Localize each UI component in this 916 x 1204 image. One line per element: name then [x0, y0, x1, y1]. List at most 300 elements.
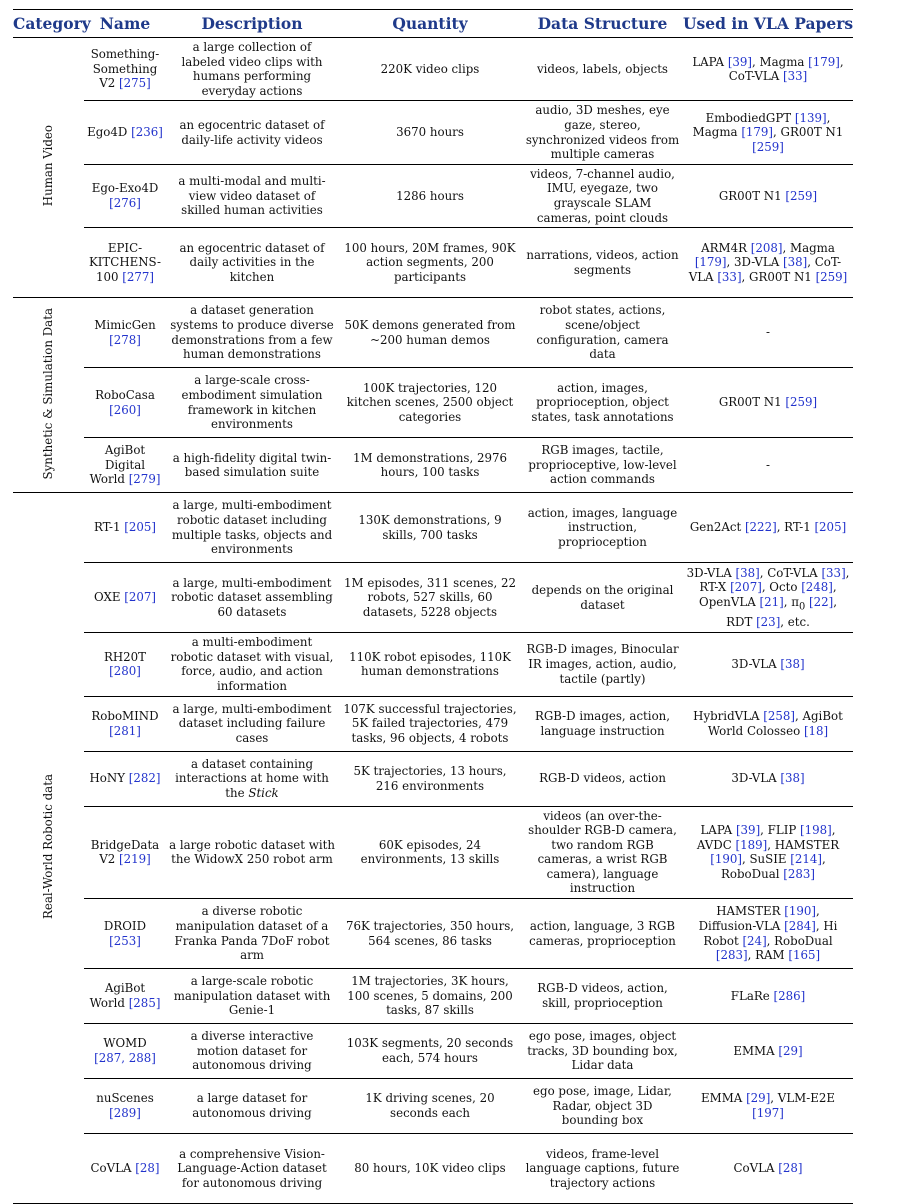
- text: 220K video clips: [380, 61, 480, 76]
- citation: [179]: [694, 255, 727, 270]
- used-in-vla-cell: [683, 1079, 853, 1134]
- text: , Magma: [692, 110, 831, 140]
- quantity-cell: [338, 633, 522, 696]
- category-cell: [13, 38, 84, 298]
- text: HoNY: [89, 771, 129, 786]
- text: a large robotic dataset with the WidowX 250 robot arm: [169, 837, 335, 867]
- description-cell: [166, 101, 338, 164]
- text: a large, multi-embodiment dataset including failure cases: [172, 701, 332, 745]
- citation: [39]: [727, 54, 753, 69]
- used-in-vla-cell: [683, 298, 853, 368]
- quantity-cell: [338, 751, 522, 806]
- text: Something-Something V2: [90, 47, 160, 91]
- header-quantity: Quantity: [338, 10, 522, 38]
- text: MimicGen: [94, 318, 156, 333]
- quantity-cell: [338, 969, 522, 1024]
- header-row: [13, 10, 853, 38]
- used-in-vla-cell: [683, 38, 853, 101]
- text: a dataset containing interactions at home with the: [175, 756, 329, 800]
- citation: [190]: [784, 904, 817, 919]
- text: RGB-D videos, action: [539, 771, 666, 786]
- text: , FLIP: [760, 823, 801, 838]
- table-row: [13, 1134, 853, 1204]
- text: 100K trajectories, 120 kitchen scenes, 2500 object categories: [346, 380, 514, 424]
- text: audio, 3D meshes, eye gaze, stereo, synchronized videos from multiple cameras: [525, 103, 680, 162]
- citation: [277]: [122, 269, 154, 284]
- data-structure-cell: [522, 1134, 683, 1204]
- name-cell: [84, 1079, 166, 1134]
- subscript: 0: [798, 601, 806, 613]
- text: EPIC-KITCHENS-100: [88, 240, 162, 284]
- quantity-cell: [338, 228, 522, 298]
- description-cell: [166, 1134, 338, 1204]
- citation: [23]: [756, 614, 781, 629]
- used-in-vla-cell: [683, 563, 853, 633]
- text: , RT-X: [699, 565, 850, 595]
- citation: [207]: [730, 580, 762, 595]
- text: 5K trajectories, 13 hours, 216 environments: [353, 763, 507, 793]
- citation: [222]: [744, 520, 777, 535]
- citation: [259]: [785, 188, 818, 203]
- text: an egocentric dataset of daily-life activity videos: [179, 117, 325, 147]
- text: Ego4D: [87, 125, 132, 140]
- text: 100 hours, 20M frames, 90K action segments, 200 participants: [344, 240, 516, 284]
- text: 50K demons generated from ~200 human demos: [344, 318, 516, 347]
- used-in-vla-cell: [683, 633, 853, 696]
- text: videos, 7-channel audio, IMU, eyegaze, two grayscale SLAM cameras, point clouds: [530, 166, 675, 225]
- data-structure-cell: [522, 969, 683, 1024]
- text: a diverse robotic manipulation dataset of a Franka Panda 7DoF robot arm: [174, 904, 330, 963]
- citation: [39]: [735, 823, 761, 838]
- text: , RAM: [747, 948, 789, 963]
- text: a dataset generation systems to produce diverse demonstrations from a few human demonstrations: [170, 303, 334, 362]
- citation: [190]: [710, 852, 742, 867]
- text: videos, labels, objects: [537, 61, 668, 76]
- text: , CoT-VLA: [728, 54, 844, 84]
- description-cell: [166, 806, 338, 899]
- name-cell: [84, 368, 166, 438]
- text: action, images, proprioception, object states, task annotations: [531, 380, 674, 424]
- category-label: Real-World Robotic data: [41, 773, 56, 919]
- citation: [38]: [780, 657, 805, 672]
- text: a multi-modal and multi-view video dataset of skilled human activities: [178, 174, 326, 218]
- text: nuScenes: [96, 1091, 154, 1106]
- name-cell: [84, 298, 166, 368]
- description-cell: [166, 493, 338, 563]
- citation: [281]: [109, 723, 141, 738]
- table-row: [13, 563, 853, 633]
- text: a large-scale cross-embodiment simulation framework in kitchen environments: [181, 373, 323, 432]
- table-row: [13, 228, 853, 298]
- category-cell: [13, 493, 84, 1204]
- citation: [248]: [801, 580, 833, 595]
- text: , Magma: [752, 54, 809, 69]
- citation: [205]: [814, 520, 847, 535]
- italic-text: Stick: [248, 785, 279, 800]
- description-cell: [166, 751, 338, 806]
- text: a diverse interactive motion dataset for autonomous driving: [190, 1029, 314, 1073]
- text: , Octo: [761, 580, 802, 595]
- header-data-structure: Data Structure: [522, 10, 683, 38]
- name-cell: [84, 969, 166, 1024]
- quantity-cell: [338, 696, 522, 751]
- text: 107K successful trajectories, 5K failed trajectories, 479 tasks, 96 objects, 4 robots: [343, 701, 517, 745]
- text: AgiBot World: [89, 981, 146, 1011]
- text: videos (an over-the-shoulder RGB-D camera, two random RGB cameras, a wrist RGB camera), language instruction: [528, 808, 677, 896]
- used-in-vla-cell: [683, 696, 853, 751]
- text: EMMA: [701, 1091, 747, 1106]
- text: 1K driving scenes, 20 seconds each: [365, 1091, 495, 1121]
- name-cell: [84, 1024, 166, 1079]
- name-cell: [84, 563, 166, 633]
- used-in-vla-cell: [683, 228, 853, 298]
- text: , HAMSTER: [767, 837, 840, 852]
- table-row: [13, 899, 853, 969]
- citation: [28]: [778, 1161, 803, 1176]
- citation: [18]: [803, 723, 829, 738]
- text: BridgeData V2: [90, 837, 160, 867]
- text: a large-scale robotic manipulation dataset with Genie-1: [173, 974, 331, 1018]
- text: a large, multi-embodiment robotic dataset including multiple tasks, objects and environments: [171, 498, 333, 557]
- quantity-cell: [338, 101, 522, 164]
- table-row: [13, 806, 853, 899]
- data-structure-cell: [522, 751, 683, 806]
- text: , RT-1: [776, 520, 815, 535]
- data-structure-cell: [522, 493, 683, 563]
- text: EmbodiedGPT: [705, 110, 795, 125]
- used-in-vla-cell: [683, 899, 853, 969]
- citation: [275]: [119, 76, 151, 91]
- text: , VLM-E2E: [770, 1091, 835, 1106]
- quantity-cell: [338, 438, 522, 493]
- citation: [33]: [821, 565, 846, 580]
- text: 3D-VLA: [686, 565, 736, 580]
- citation: [259]: [785, 395, 818, 410]
- table-row: [13, 164, 853, 227]
- text: , GR00T N1: [741, 269, 816, 284]
- citation: [198]: [800, 823, 832, 838]
- text: HAMSTER: [716, 904, 785, 919]
- text: -: [766, 457, 770, 472]
- text: 1286 hours: [396, 188, 464, 203]
- description-cell: [166, 1079, 338, 1134]
- text: depends on the original dataset: [531, 583, 674, 612]
- citation: [283]: [715, 948, 748, 963]
- text: , CoT-VLA: [759, 565, 822, 580]
- name-cell: [84, 438, 166, 493]
- name-cell: [84, 38, 166, 101]
- data-structure-cell: [522, 696, 683, 751]
- quantity-cell: [338, 164, 522, 227]
- text: 1M trajectories, 3K hours, 100 scenes, 5 domains, 200 tasks, 87 skills: [347, 974, 513, 1018]
- description-cell: [166, 38, 338, 101]
- used-in-vla-cell: [683, 751, 853, 806]
- text: 3D-VLA: [731, 657, 781, 672]
- table-row: [13, 368, 853, 438]
- text: a multi-embodiment robotic dataset with visual, force, audio, and action information: [170, 635, 334, 693]
- citation: [28]: [135, 1161, 160, 1176]
- used-in-vla-cell: [683, 1024, 853, 1079]
- citation: [280]: [109, 664, 141, 679]
- citation: [236]: [131, 125, 163, 140]
- text: 103K segments, 20 seconds each, 574 hours: [346, 1036, 514, 1066]
- citation: [205]: [124, 520, 156, 535]
- data-structure-cell: [522, 806, 683, 899]
- citation: [285]: [128, 996, 161, 1011]
- citation: [260]: [109, 402, 141, 417]
- text: narrations, videos, action segments: [526, 248, 679, 277]
- text: 1M demonstrations, 2976 hours, 100 tasks: [352, 450, 507, 480]
- text: CoVLA: [90, 1161, 136, 1176]
- used-in-vla-cell: [683, 368, 853, 438]
- data-structure-cell: [522, 1024, 683, 1079]
- dataset-table: [13, 9, 853, 1204]
- text: , GR00T N1: [773, 125, 844, 140]
- citation: [33]: [783, 69, 808, 84]
- text: , Diffusion-VLA: [698, 904, 820, 933]
- text: ego pose, image, Lidar, Radar, object 3D bounding box: [533, 1084, 672, 1128]
- description-cell: [166, 1024, 338, 1079]
- text: LAPA: [692, 54, 728, 69]
- name-cell: [84, 696, 166, 751]
- citation: [179]: [808, 54, 840, 69]
- citation: [33]: [717, 269, 742, 284]
- table-row: [13, 101, 853, 164]
- text: a comprehensive Vision-Language-Action dataset for autonomous driving: [177, 1146, 327, 1190]
- used-in-vla-cell: [683, 438, 853, 493]
- text: , RDT: [726, 594, 837, 629]
- quantity-cell: [338, 1024, 522, 1079]
- citation: [179]: [741, 125, 774, 140]
- description-cell: [166, 228, 338, 298]
- text: videos, frame-level language captions, future trajectory actions: [525, 1146, 680, 1190]
- name-cell: [84, 164, 166, 227]
- used-in-vla-cell: [683, 493, 853, 563]
- text: -: [766, 325, 770, 340]
- data-structure-cell: [522, 563, 683, 633]
- citation: [165]: [788, 948, 821, 963]
- used-in-vla-cell: [683, 101, 853, 164]
- data-structure-cell: [522, 368, 683, 438]
- description-cell: [166, 563, 338, 633]
- citation: [208]: [750, 240, 783, 255]
- citation: [214]: [790, 852, 822, 867]
- table-row: [13, 1079, 853, 1134]
- text: RH20T: [103, 649, 147, 664]
- table-row: [13, 696, 853, 751]
- citation: [284]: [784, 918, 816, 933]
- text: a large, multi-embodiment robotic dataset assembling 60 datasets: [171, 575, 333, 619]
- used-in-vla-cell: [683, 969, 853, 1024]
- data-structure-cell: [522, 438, 683, 493]
- text: RGB images, tactile, proprioceptive, low-level action commands: [528, 443, 677, 487]
- citation: [21]: [759, 594, 784, 609]
- data-structure-cell: [522, 164, 683, 227]
- category-cell: [13, 298, 84, 493]
- table-row: [13, 298, 853, 368]
- text: robot states, actions, scene/object configuration, camera data: [536, 303, 669, 362]
- table-row: [13, 1024, 853, 1079]
- text: 76K trajectories, 350 hours, 564 scenes, 86 tasks: [345, 918, 515, 948]
- quantity-cell: [338, 1079, 522, 1134]
- quantity-cell: [338, 563, 522, 633]
- table-row: [13, 751, 853, 806]
- name-cell: [84, 101, 166, 164]
- name-cell: [84, 493, 166, 563]
- text: 60K episodes, 24 environments, 13 skills: [360, 837, 500, 867]
- name-cell: [84, 806, 166, 899]
- citation: [207]: [124, 590, 156, 605]
- data-structure-cell: [522, 228, 683, 298]
- citation: [279]: [128, 472, 161, 487]
- text: AgiBot Digital World: [89, 443, 146, 487]
- data-structure-cell: [522, 899, 683, 969]
- name-cell: [84, 751, 166, 806]
- text: , OpenVLA: [699, 580, 837, 609]
- category-label: Synthetic & Simulation Data: [41, 307, 56, 480]
- text: 110K robot episodes, 110K human demonstrations: [349, 649, 511, 679]
- text: ego pose, images, object tracks, 3D bounding box, Lidar data: [527, 1029, 678, 1073]
- citation: [219]: [119, 852, 151, 867]
- text: Ego-Exo4D: [91, 181, 159, 196]
- used-in-vla-cell: [683, 164, 853, 227]
- citation: [286]: [773, 988, 806, 1003]
- citation: [139]: [794, 110, 827, 125]
- citation: [283]: [783, 866, 815, 881]
- citation: [287, 288]: [94, 1051, 156, 1066]
- text: an egocentric dataset of daily activities in the kitchen: [179, 240, 325, 284]
- table-row: [13, 969, 853, 1024]
- name-cell: [84, 228, 166, 298]
- text: RGB-D images, Binocular IR images, action, audio, tactile (partly): [526, 642, 679, 686]
- name-cell: [84, 899, 166, 969]
- text: , RoboDual: [766, 933, 833, 948]
- citation: [197]: [752, 1106, 784, 1121]
- header-description: Description: [166, 10, 338, 38]
- name-cell: [84, 1134, 166, 1204]
- used-in-vla-cell: [683, 1134, 853, 1204]
- text: , Hi Robot: [703, 918, 838, 948]
- text: , etc.: [780, 614, 810, 629]
- quantity-cell: [338, 298, 522, 368]
- quantity-cell: [338, 368, 522, 438]
- text: 3D-VLA: [731, 771, 781, 786]
- data-structure-cell: [522, 298, 683, 368]
- citation: [259]: [752, 139, 784, 154]
- citation: [24]: [742, 933, 767, 948]
- text: 1M episodes, 311 scenes, 22 robots, 527 skills, 60 datasets, 5228 objects: [344, 575, 516, 619]
- text: , RoboDual: [721, 852, 826, 881]
- citation: [258]: [763, 708, 795, 723]
- text: RoboCasa: [95, 388, 155, 403]
- data-structure-cell: [522, 1079, 683, 1134]
- citation: [38]: [782, 255, 808, 270]
- text: DROID: [103, 918, 147, 933]
- text: LAPA: [700, 823, 736, 838]
- text: a large dataset for autonomous driving: [192, 1091, 312, 1121]
- text: a high-fidelity digital twin-based simulation suite: [172, 450, 332, 480]
- text: 3670 hours: [396, 125, 464, 140]
- quantity-cell: [338, 899, 522, 969]
- text: OXE: [94, 590, 125, 605]
- description-cell: [166, 633, 338, 696]
- text: ARM4R: [701, 240, 751, 255]
- citation: [259]: [815, 269, 848, 284]
- text: a large collection of labeled video clips with humans performing everyday actions: [181, 40, 323, 98]
- text: RGB-D videos, action, skill, proprioception: [537, 981, 668, 1011]
- quantity-cell: [338, 493, 522, 563]
- citation: [289]: [109, 1106, 141, 1121]
- citation: [38]: [735, 565, 760, 580]
- citation: [282]: [128, 771, 161, 786]
- table-row: [13, 633, 853, 696]
- text: GR00T N1: [718, 395, 786, 410]
- text: 130K demonstrations, 9 skills, 700 tasks: [358, 513, 502, 542]
- category-label: Human Video: [41, 125, 56, 207]
- citation: [38]: [780, 771, 805, 786]
- text: , Magma: [782, 240, 835, 255]
- text: 80 hours, 10K video clips: [354, 1161, 506, 1176]
- text: , AgiBot World Colosseo: [707, 708, 843, 738]
- text: , 3D-VLA: [726, 255, 783, 270]
- citation: [276]: [109, 195, 141, 210]
- text: HybridVLA: [693, 708, 764, 723]
- description-cell: [166, 969, 338, 1024]
- description-cell: [166, 298, 338, 368]
- text: action, language, 3 RGB cameras, proprioception: [529, 918, 676, 948]
- text: , π: [783, 594, 799, 609]
- used-in-vla-cell: [683, 806, 853, 899]
- data-structure-cell: [522, 633, 683, 696]
- text: action, images, language instruction, proprioception: [527, 505, 678, 549]
- quantity-cell: [338, 806, 522, 899]
- data-structure-cell: [522, 101, 683, 164]
- text: , CoT-VLA: [688, 255, 842, 284]
- quantity-cell: [338, 1134, 522, 1204]
- text: RGB-D images, action, language instruction: [534, 708, 671, 738]
- text: , AVDC: [696, 823, 836, 852]
- text: FLaRe: [730, 988, 774, 1003]
- quantity-cell: [338, 38, 522, 101]
- table-row: [13, 38, 853, 101]
- text: RT-1: [94, 520, 125, 535]
- description-cell: [166, 438, 338, 493]
- name-cell: [84, 633, 166, 696]
- citation: [22]: [808, 594, 834, 609]
- description-cell: [166, 164, 338, 227]
- header-name: Name: [84, 10, 166, 38]
- description-cell: [166, 899, 338, 969]
- citation: [278]: [109, 332, 141, 347]
- text: Gen2Act: [689, 520, 745, 535]
- citation: [189]: [735, 837, 768, 852]
- text: EMMA: [733, 1043, 779, 1058]
- citation: [29]: [778, 1043, 803, 1058]
- data-structure-cell: [522, 38, 683, 101]
- table-row: [13, 438, 853, 493]
- table-row: [13, 493, 853, 563]
- text: GR00T N1: [718, 188, 786, 203]
- citation: [29]: [746, 1091, 771, 1106]
- text: RoboMIND: [91, 708, 159, 723]
- header-used-in-vla-papers: Used in VLA Papers: [683, 10, 853, 38]
- text: , SuSIE: [741, 852, 791, 867]
- text: CoVLA: [733, 1161, 779, 1176]
- citation: [253]: [109, 933, 141, 948]
- description-cell: [166, 368, 338, 438]
- text: WOMD: [103, 1036, 147, 1051]
- header-category: Category: [13, 10, 84, 38]
